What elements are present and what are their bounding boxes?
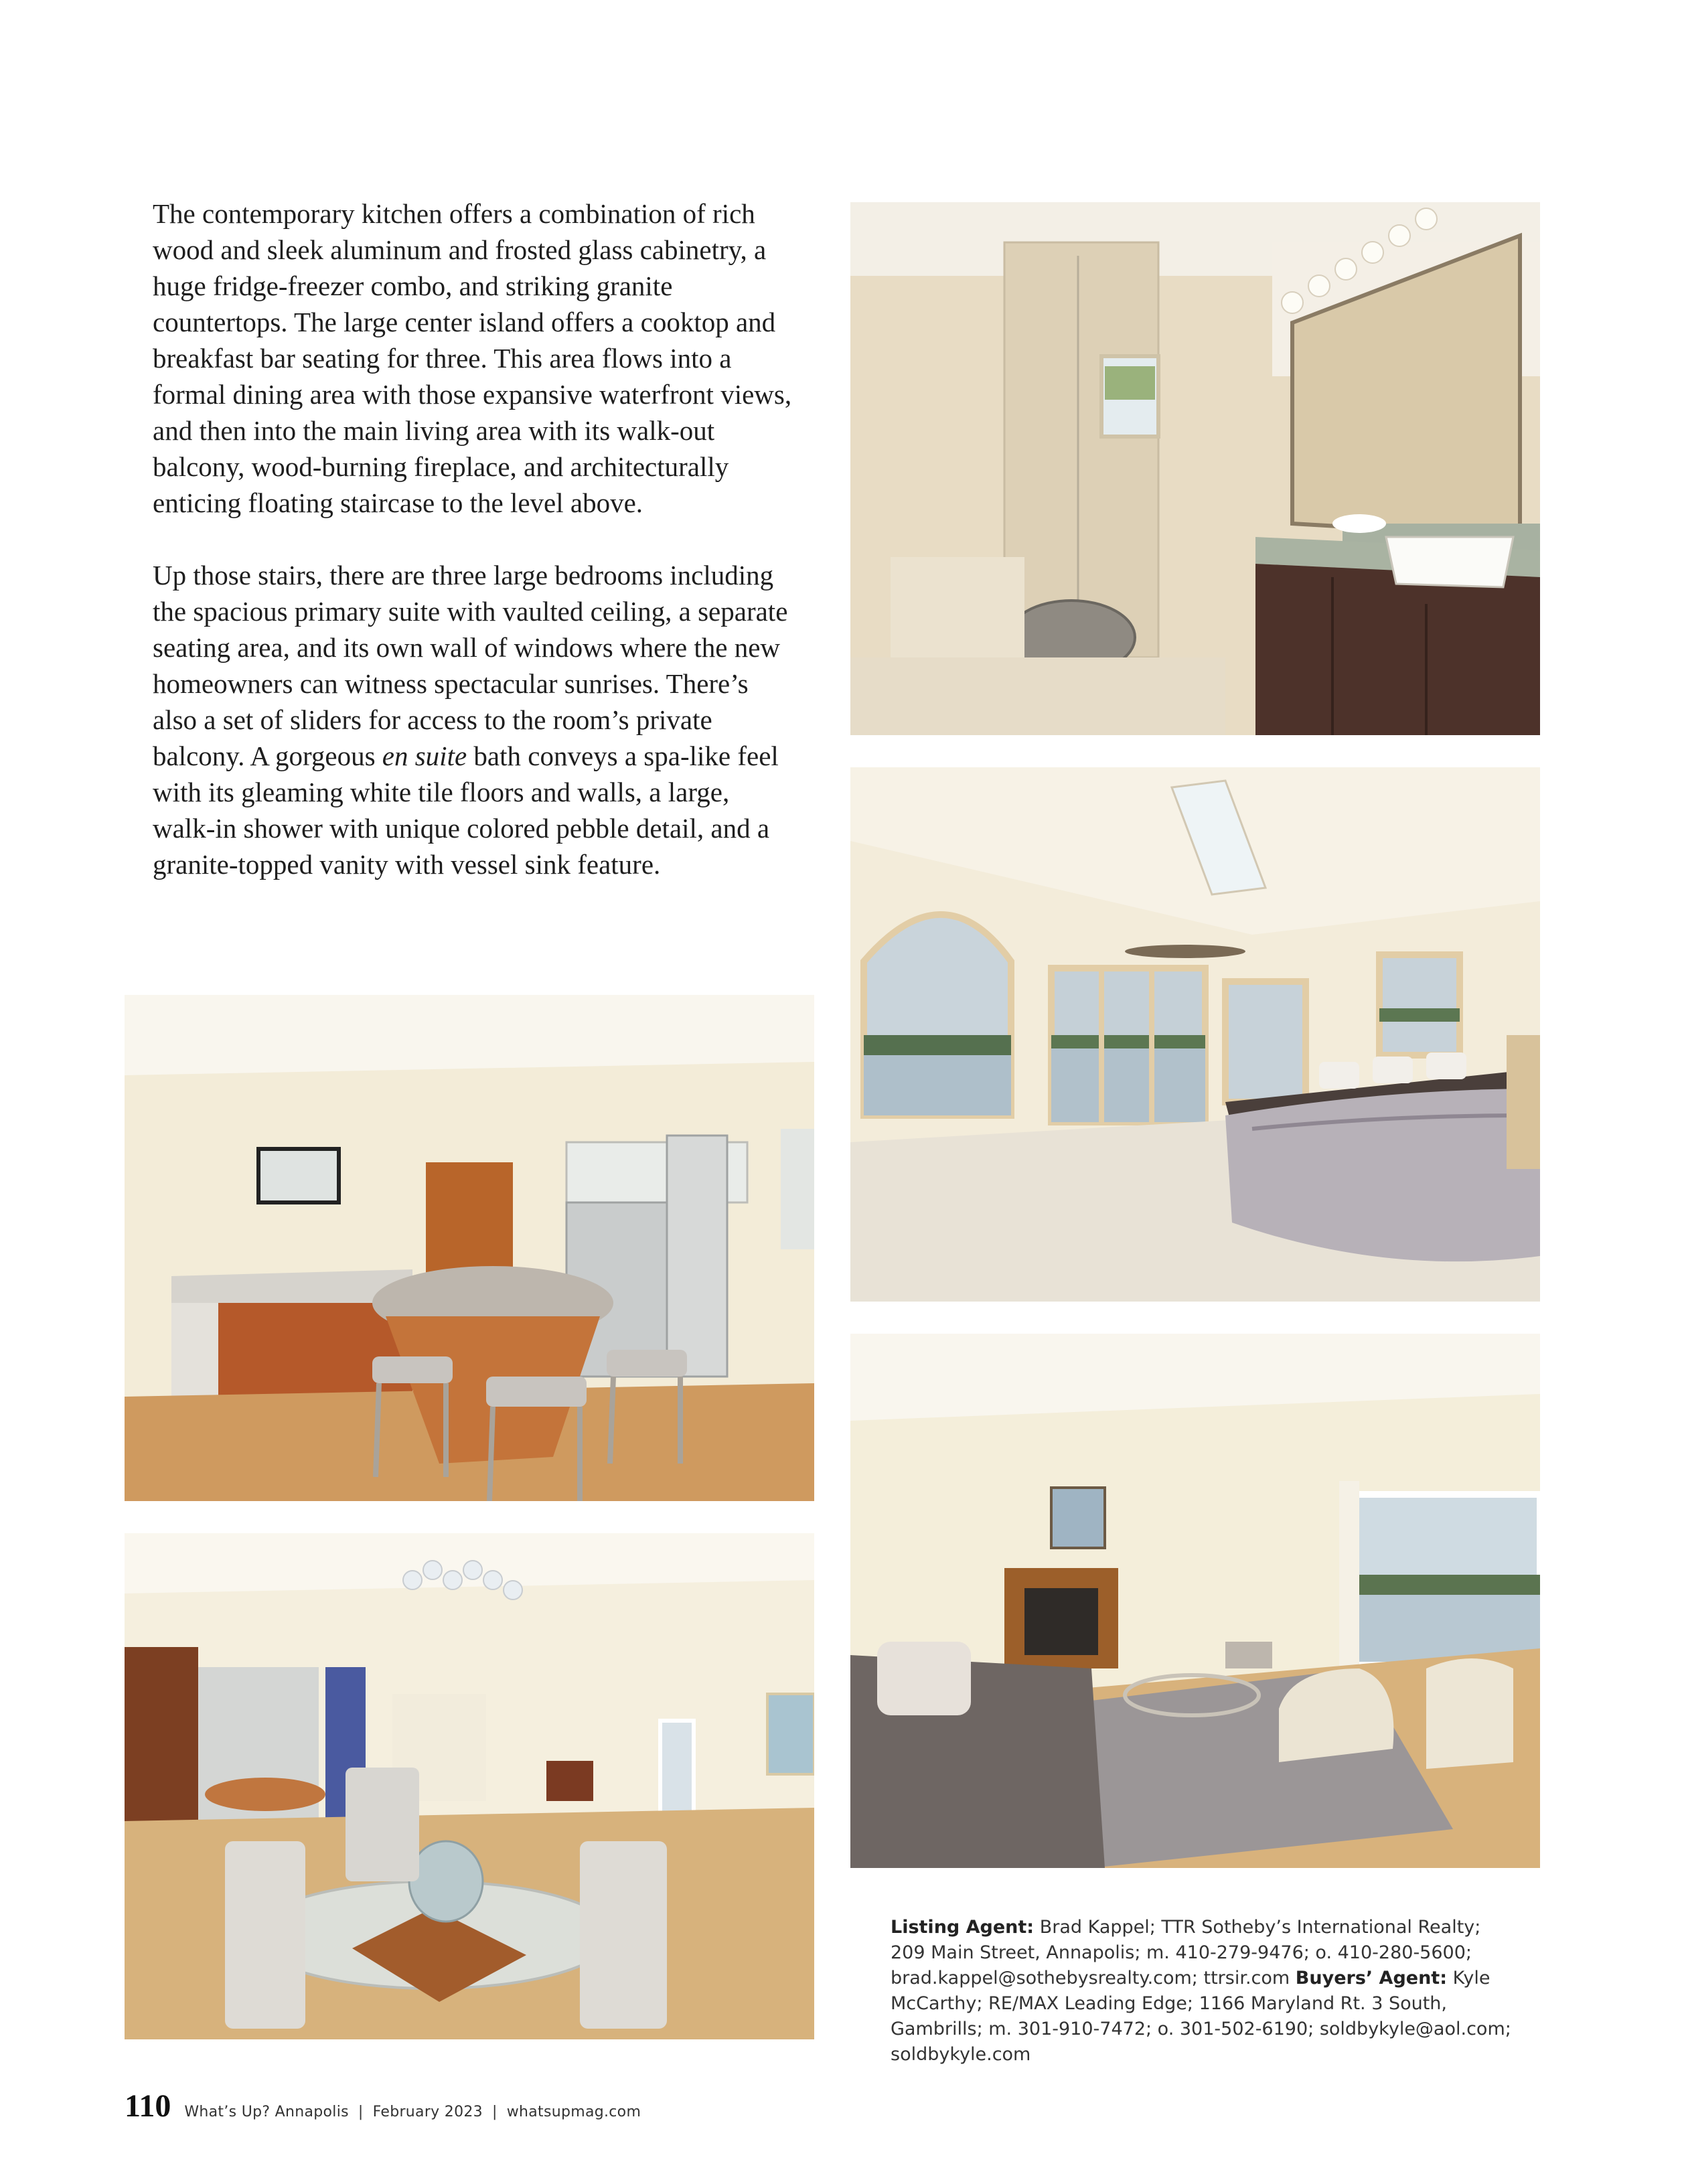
paragraph-2-italic: en suite	[382, 740, 467, 771]
buyers-agent-label: Buyers’ Agent:	[1295, 1968, 1448, 1988]
photo-bedroom	[850, 767, 1540, 1302]
page-footer	[125, 2088, 641, 2124]
issue-date: February 2023	[372, 2104, 483, 2120]
buyers-agent-info: Kyle McCarthy; RE/MAX Leading Edge; 1166 Maryland Rt. 3 South, Gambrills; m. 301-910-7472; o. 301-502-6190; soldbykyle@aol.com; soldbykyle.com	[891, 1968, 1511, 2065]
photo-bathroom	[850, 202, 1540, 735]
page-number: 110	[125, 2088, 171, 2124]
publication-name: What’s Up? Annapolis	[184, 2104, 349, 2120]
listing-agent-info: Brad Kappel; TTR Sotheby’s International Realty; 209 Main Street, Annapolis; m. 410-279-9476; o. 410-280-5600; brad.kappel@sothebysrealty.com; ttrsir.com	[891, 1917, 1481, 1988]
footer-separator-1: |	[358, 2104, 364, 2120]
listing-agent-label: Listing Agent:	[891, 1917, 1035, 1938]
paragraph-2-text-b: bath conveys a spa-like feel with its gleaming white tile floors and walls, a large, walk-in shower with unique colored pebble detail, and a granite-topped vanity with vessel sink feature.	[153, 740, 779, 880]
website[interactable]: whatsupmag.com	[506, 2104, 641, 2120]
photo-living-room	[850, 1334, 1540, 1868]
footer-separator-2: |	[491, 2104, 498, 2120]
photo-kitchen	[125, 995, 814, 1501]
agent-credits	[891, 1915, 1520, 2068]
article-paragraph-1: The contemporary kitchen offers a combination of rich wood and sleek aluminum and frosted glass cabinetry, a huge fridge-freezer combo, and striking granite countertops. The large center island offers a cooktop and breakfast bar seating for three. This area flows into a formal dining area with those expansive waterfront views, and then into the main living area with its walk-out balcony, wood-burning fireplace, and architecturally enticing floating staircase to the level above.	[153, 198, 792, 518]
article-body	[153, 196, 795, 919]
article-paragraph-2	[153, 557, 795, 882]
photo-dining-area	[125, 1533, 814, 2039]
paragraph-2-text-a: Up those stairs, there are three large bedrooms including the spacious primary suite with vaulted ceiling, a separate seating area, and its own wall of windows where the new homeowners can witness spectacular sunrises. There’s also a set of sliders for access to the room’s private balcony. A gorgeous	[153, 560, 788, 771]
